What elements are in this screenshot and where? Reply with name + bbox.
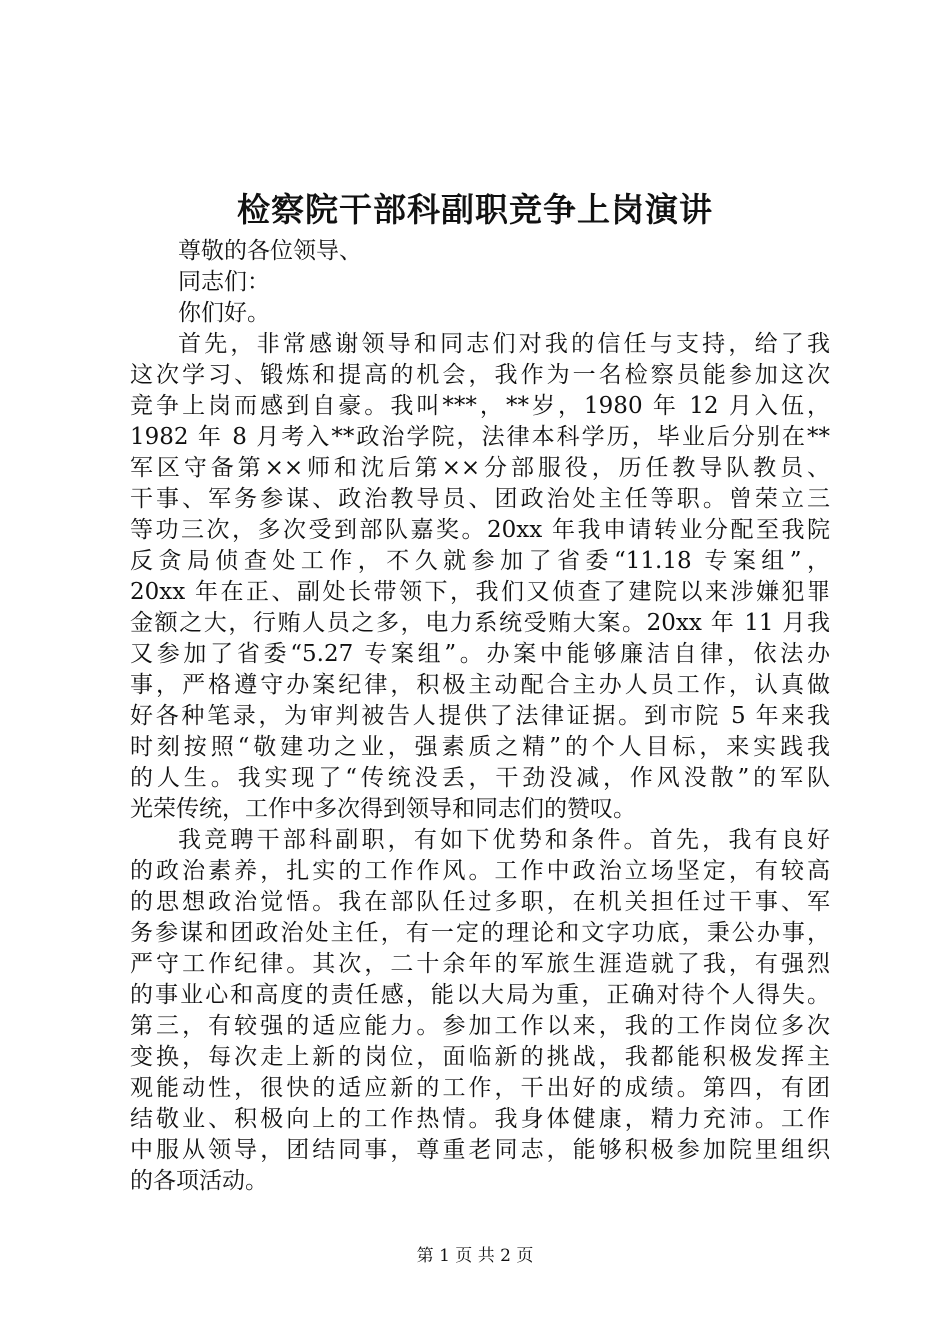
text-line: 反贪局侦查处工作，不久就参加了省委“11.18 专案组”， — [130, 548, 830, 574]
text-line: 的政治素养，扎实的工作作风。工作中政治立场坚定，有较高 — [130, 858, 830, 884]
text-line: 军区守备第××师和沈后第××分部服役，历任教导队教员、 — [130, 455, 830, 481]
paragraph-1 — [130, 329, 830, 825]
salutation-line: 你们好。 — [178, 300, 270, 326]
text-line: 结敬业、积极向上的工作热情。我身体健康，精力充沛。工作 — [130, 1106, 830, 1132]
text-line: 事，严格遵守办案纪律，积极主动配合主办人员工作，认真做 — [130, 672, 830, 698]
text-line: 的各项活动。 — [130, 1168, 268, 1194]
salutation-line: 同志们： — [178, 269, 270, 295]
text-line: 第三，有较强的适应能力。参加工作以来，我的工作岗位多次 — [130, 1013, 830, 1039]
text-line: 严守工作纪律。其次，二十余年的军旅生涯造就了我，有强烈 — [130, 951, 830, 977]
salutation-line: 尊敬的各位领导、 — [178, 238, 362, 264]
document-title: 检察院干部科副职竞争上岗演讲 — [237, 190, 713, 229]
text-line: 金额之大，行贿人员之多，电力系统受贿大案。20xx 年 11 月我 — [130, 610, 830, 636]
text-line: 的思想政治觉悟。我在部队任过多职，在机关担任过干事、军 — [130, 889, 830, 915]
text-line: 的人生。我实现了“传统没丢，干劲没减，作风没散”的军队 — [130, 765, 830, 791]
text-line: 好各种笔录，为审判被告人提供了法律证据。到市院 5 年来我 — [130, 703, 830, 729]
text-line: 这次学习、锻炼和提高的机会，我作为一名检察员能参加这次 — [130, 362, 830, 388]
text-line: 等功三次，多次受到部队嘉奖。20xx 年我申请转业分配至我院 — [130, 517, 830, 543]
text-line: 务参谋和团政治处主任，有一定的理论和文字功底，秉公办事， — [130, 920, 830, 946]
text-line: 1982 年 8 月考入**政治学院，法律本科学历，毕业后分别在** — [130, 424, 830, 450]
text-line: 我竞聘干部科副职，有如下优势和条件。首先，我有良好 — [178, 827, 830, 853]
text-line: 干事、军务参谋、政治教导员、团政治处主任等职。曾荣立三 — [130, 486, 830, 512]
paragraph-2 — [130, 825, 830, 1197]
document-body — [130, 236, 830, 1197]
text-line: 光荣传统，工作中多次得到领导和同志们的赞叹。 — [130, 796, 636, 822]
text-line: 又参加了省委“5.27 专案组”。办案中能够廉洁自律，依法办 — [130, 641, 830, 667]
text-line: 首先，非常感谢领导和同志们对我的信任与支持，给了我 — [178, 331, 830, 357]
text-line: 中服从领导，团结同事，尊重老同志，能够积极参加院里组织 — [130, 1137, 830, 1163]
text-line: 20xx 年在正、副处长带领下，我们又侦查了建院以来涉嫌犯罪 — [130, 579, 830, 605]
text-line: 竞争上岗而感到自豪。我叫***，**岁，1980 年 12 月入伍， — [130, 393, 830, 419]
text-line: 观能动性，很快的适应新的工作，干出好的成绩。第四，有团 — [130, 1075, 830, 1101]
text-line: 时刻按照“敬建功之业，强素质之精”的个人目标，来实践我 — [130, 734, 830, 760]
text-line: 变换，每次走上新的岗位，面临新的挑战，我都能积极发挥主 — [130, 1044, 830, 1070]
page-footer: 第 1 页 共 2 页 — [416, 1246, 534, 1266]
text-line: 的事业心和高度的责任感，能以大局为重，正确对待个人得失。 — [130, 982, 830, 1008]
